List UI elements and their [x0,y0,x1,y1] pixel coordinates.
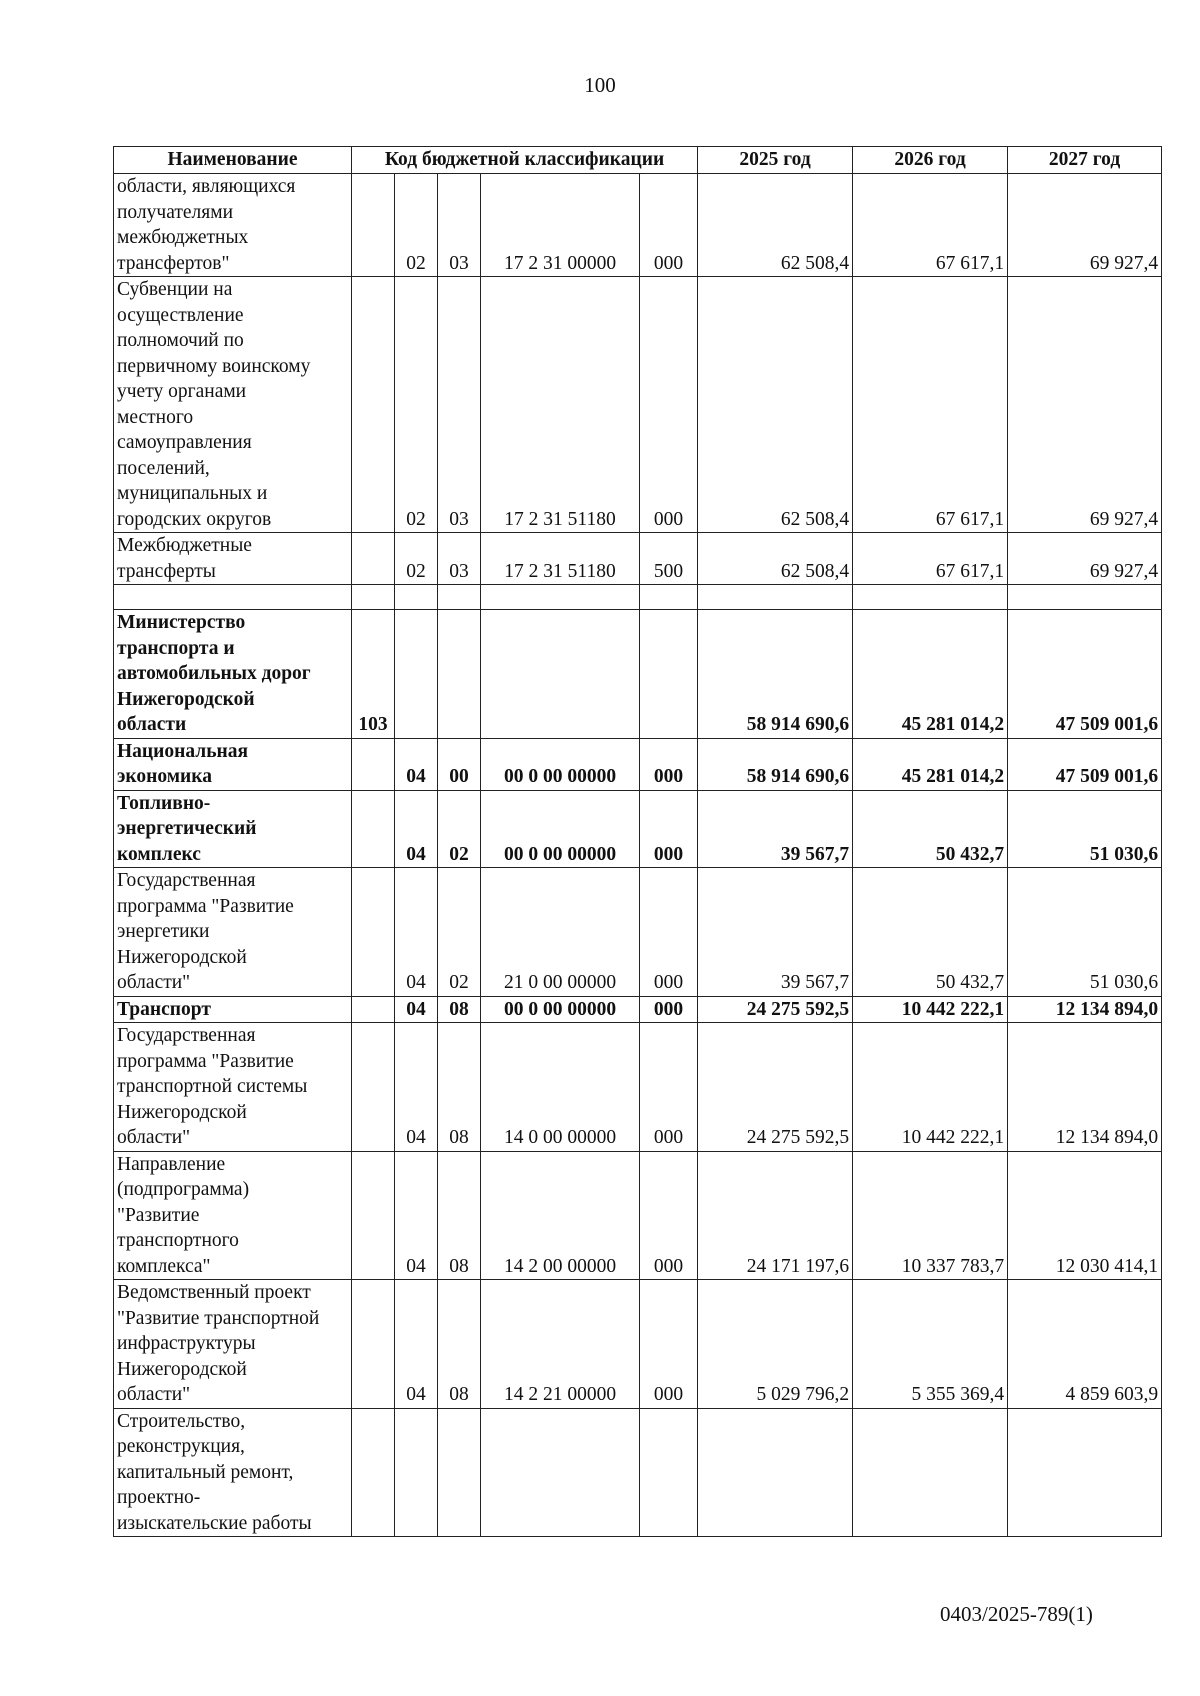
row-section [395,1408,438,1537]
row-name: Транспорт [114,996,352,1023]
row-ved [352,533,395,585]
row-amount-2025 [698,585,853,610]
table-row [114,277,1162,533]
row-ved [352,790,395,868]
row-target-article: 17 2 31 51180 [481,277,640,533]
header-2026: 2026 год [853,147,1008,174]
row-expense-type: 000 [640,1151,698,1280]
row-amount-2026: 10 337 783,7 [853,1151,1008,1280]
table-row [114,738,1162,790]
row-amount-2026: 45 281 014,2 [853,610,1008,739]
row-expense-type: 000 [640,790,698,868]
row-amount-2025: 62 508,4 [698,174,853,277]
table-row [114,868,1162,997]
row-section: 04 [395,996,438,1023]
row-target-article: 21 0 00 00000 [481,868,640,997]
row-amount-2025: 39 567,7 [698,868,853,997]
row-subsection: 03 [438,277,481,533]
row-section: 02 [395,277,438,533]
row-amount-2026 [853,1408,1008,1537]
row-expense-type: 000 [640,1023,698,1152]
row-amount-2026: 50 432,7 [853,868,1008,997]
row-amount-2027: 69 927,4 [1008,277,1162,533]
row-name: Субвенции на осуществление полномочий по первичному воинскому учету органами местного самоуправления поселений, муниципальных и городских округов [114,277,352,533]
row-amount-2026: 67 617,1 [853,533,1008,585]
row-section [395,585,438,610]
table-row [114,1151,1162,1280]
table-row [114,1023,1162,1152]
row-ved [352,174,395,277]
row-target-article: 14 2 00 00000 [481,1151,640,1280]
header-2025: 2025 год [698,147,853,174]
row-expense-type: 000 [640,738,698,790]
row-name: Министерство транспорта и автомобильных дорог Нижегородской области [114,610,352,739]
row-expense-type: 000 [640,996,698,1023]
row-amount-2026 [853,585,1008,610]
row-name: Строительство, реконструкция, капитальный ремонт, проектно- изыскательские работы [114,1408,352,1537]
row-ved [352,868,395,997]
row-name: Государственная программа "Развитие энергетики Нижегородской области" [114,868,352,997]
header-row [114,147,1162,174]
row-expense-type: 000 [640,868,698,997]
table-row [114,996,1162,1023]
row-ved [352,1151,395,1280]
row-amount-2025: 24 275 592,5 [698,996,853,1023]
row-amount-2025: 24 171 197,6 [698,1151,853,1280]
row-amount-2026: 50 432,7 [853,790,1008,868]
row-ved [352,738,395,790]
spacer-row [114,585,1162,610]
row-name: Топливно- энергетический комплекс [114,790,352,868]
row-subsection: 00 [438,738,481,790]
row-ved [352,1280,395,1409]
header-code: Код бюджетной классификации [352,147,698,174]
row-section: 04 [395,1280,438,1409]
row-subsection: 02 [438,790,481,868]
row-name: Направление (подпрограмма) "Развитие транспортного комплекса" [114,1151,352,1280]
row-ved [352,996,395,1023]
row-target-article: 17 2 31 51180 [481,533,640,585]
row-amount-2027: 12 134 894,0 [1008,996,1162,1023]
row-amount-2027: 12 030 414,1 [1008,1151,1162,1280]
row-section: 02 [395,174,438,277]
row-amount-2027: 51 030,6 [1008,790,1162,868]
table-row [114,174,1162,277]
header-2027: 2027 год [1008,147,1162,174]
row-target-article: 14 0 00 00000 [481,1023,640,1152]
row-subsection: 03 [438,533,481,585]
row-amount-2025 [698,1408,853,1537]
row-subsection: 08 [438,1151,481,1280]
row-expense-type: 000 [640,174,698,277]
row-target-article: 00 0 00 00000 [481,738,640,790]
row-expense-type: 000 [640,277,698,533]
row-name [114,585,352,610]
header-name: Наименование [114,147,352,174]
row-ved [352,1408,395,1537]
row-name: Межбюджетные трансферты [114,533,352,585]
row-section: 04 [395,1023,438,1152]
row-amount-2027: 4 859 603,9 [1008,1280,1162,1409]
row-expense-type [640,585,698,610]
row-amount-2026: 10 442 222,1 [853,996,1008,1023]
row-amount-2026: 67 617,1 [853,277,1008,533]
row-section [395,610,438,739]
row-amount-2027: 47 509 001,6 [1008,738,1162,790]
row-section: 02 [395,533,438,585]
row-amount-2026: 67 617,1 [853,174,1008,277]
row-amount-2025: 58 914 690,6 [698,738,853,790]
row-target-article [481,1408,640,1537]
table-row [114,1280,1162,1409]
row-amount-2025: 39 567,7 [698,790,853,868]
row-amount-2026: 45 281 014,2 [853,738,1008,790]
row-ved [352,1023,395,1152]
row-section: 04 [395,1151,438,1280]
row-section: 04 [395,868,438,997]
row-target-article: 00 0 00 00000 [481,790,640,868]
row-subsection [438,610,481,739]
row-target-article [481,610,640,739]
row-subsection [438,1408,481,1537]
row-expense-type [640,1408,698,1537]
row-amount-2025: 24 275 592,5 [698,1023,853,1152]
row-amount-2025: 5 029 796,2 [698,1280,853,1409]
row-subsection: 08 [438,1023,481,1152]
row-amount-2026: 5 355 369,4 [853,1280,1008,1409]
document-reference: 0403/2025-789(1) [940,1602,1093,1626]
row-target-article: 00 0 00 00000 [481,996,640,1023]
row-target-article [481,585,640,610]
row-name: Государственная программа "Развитие транспортной системы Нижегородской области" [114,1023,352,1152]
row-expense-type: 000 [640,1280,698,1409]
row-name: области, являющихся получателями межбюджетных трансфертов" [114,174,352,277]
table-row [114,610,1162,739]
row-expense-type [640,610,698,739]
table-row [114,533,1162,585]
row-subsection: 08 [438,1280,481,1409]
row-target-article: 14 2 21 00000 [481,1280,640,1409]
row-amount-2027 [1008,1408,1162,1537]
row-amount-2027: 51 030,6 [1008,868,1162,997]
row-amount-2027: 12 134 894,0 [1008,1023,1162,1152]
row-amount-2027: 69 927,4 [1008,174,1162,277]
row-section: 04 [395,738,438,790]
row-name: Ведомственный проект "Развитие транспортной инфраструктуры Нижегородской области" [114,1280,352,1409]
row-expense-type: 500 [640,533,698,585]
row-amount-2026: 10 442 222,1 [853,1023,1008,1152]
row-subsection [438,585,481,610]
page-number: 100 [584,73,616,97]
row-name: Национальная экономика [114,738,352,790]
row-subsection: 08 [438,996,481,1023]
row-section: 04 [395,790,438,868]
row-amount-2025: 62 508,4 [698,533,853,585]
row-target-article: 17 2 31 00000 [481,174,640,277]
row-amount-2025: 62 508,4 [698,277,853,533]
table-row [114,790,1162,868]
row-subsection: 03 [438,174,481,277]
row-amount-2027: 69 927,4 [1008,533,1162,585]
row-ved: 103 [352,610,395,739]
row-amount-2027: 47 509 001,6 [1008,610,1162,739]
row-ved [352,277,395,533]
table-row [114,1408,1162,1537]
row-amount-2027 [1008,585,1162,610]
row-subsection: 02 [438,868,481,997]
budget-table [113,146,1162,1537]
row-amount-2025: 58 914 690,6 [698,610,853,739]
row-ved [352,585,395,610]
